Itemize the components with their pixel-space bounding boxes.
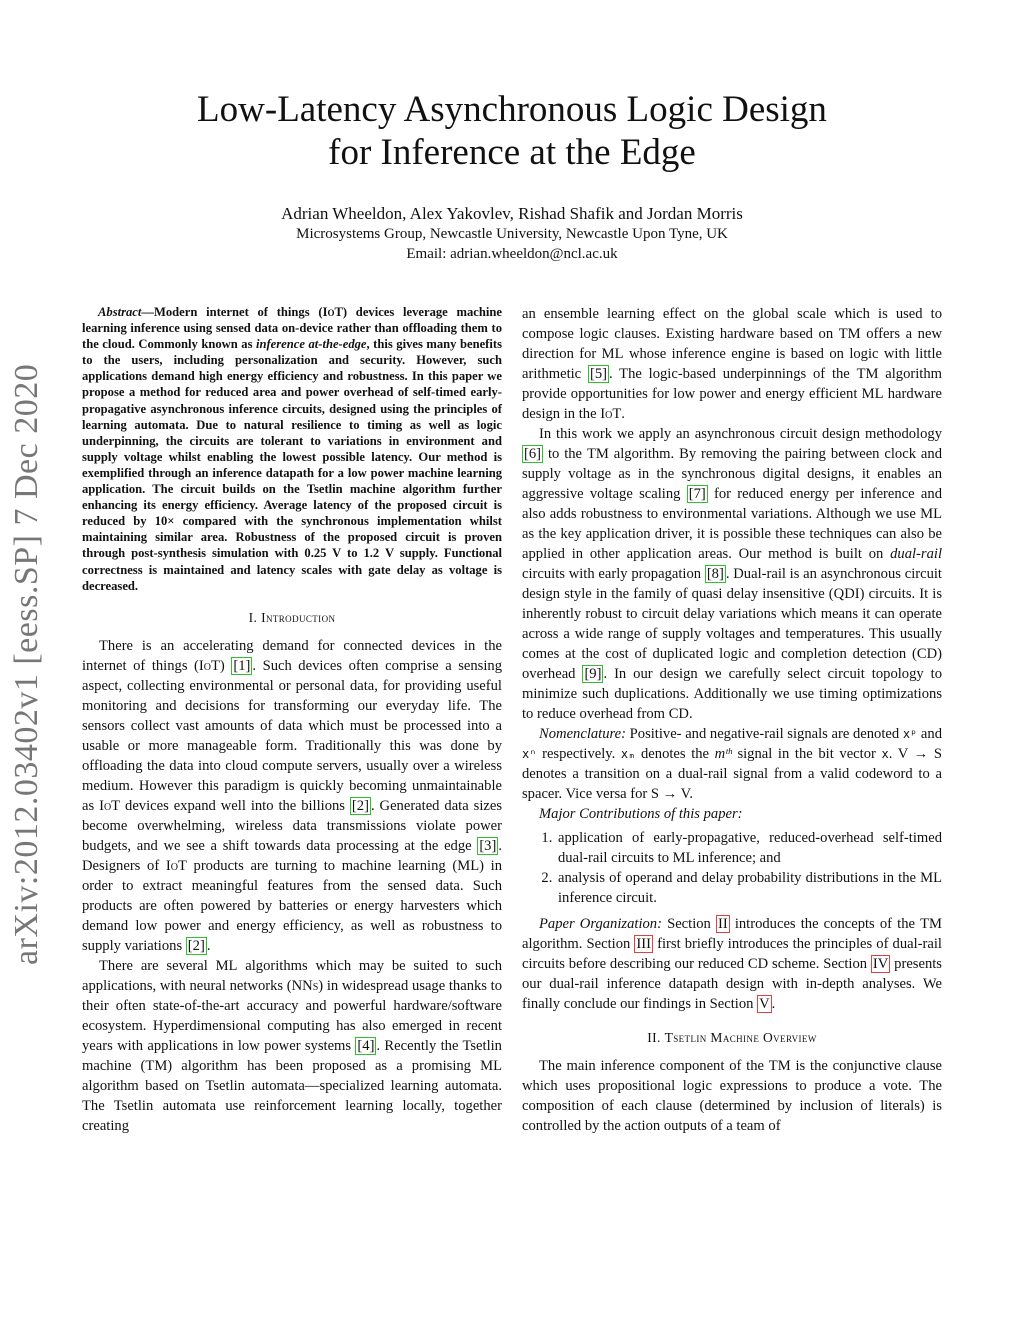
organization-paragraph: Paper Organization: Section II introduces the concepts of the TM algorithm. Section III first briefly introduces the principles of dual-rail circuits before describing our reduced CD scheme. Section IV presents our dual-rail inference datapath design with in-depth analyses. We finally conclude our findings in Section V . [522, 916, 942, 1012]
right-paragraph-1: an ensemble learning effect on the global scale which is used to compose logic clauses. Existing hardware based on TM offers a new direction for ML whose inference engine is based on logic with little arithmetic [5] . The logic-based underpinnings of the TM algorithm provide opportunities for low power and energy efficient ML hardware design in the IoT. [522, 306, 942, 422]
tsetlin-paragraph-1: The main inference component of the TM is the conjunctive clause which uses propositional logic expressions to produce a vote. The composition of each clause (determined by inclusion of literals) is controlled by the action outputs of a team of [522, 1058, 942, 1134]
intro-paragraph-2: There are several ML algorithms which may be suited to such applications, with neural networks (NNs) in widespread usage thanks to their often state-of-the-art accuracy and powerful hardware/software ecosystem. Hyperdimensional computing has also emerged in recent years with applications in low power systems [4] . Recently the Tsetlin machine (TM) algorithm has been proposed as a promising ML algorithm based on Tsetlin automata—specialized learning automata. The Tsetlin automata use reinforcement learning locally, together creating [82, 957, 503, 1134]
citation-link[interactable]: [5] [589, 366, 607, 382]
list-item: 1. application of early-propagative, reduced-overhead self-timed dual-rail circuits to ML inference; and [556, 828, 942, 868]
title-block [82, 88, 942, 264]
citation-link[interactable]: [4] [357, 1037, 375, 1054]
list-item: 2. analysis of operand and delay probability distributions in the ML inference circuit. [556, 868, 942, 908]
contributions-heading: Major Contributions of this paper: [539, 806, 743, 822]
arxiv-stamp: arXiv:2012.03402v1 [eess.SP] 7 Dec 2020 [8, 363, 45, 965]
section-link[interactable]: IV [872, 956, 889, 972]
section-link[interactable]: V [759, 996, 770, 1012]
left-column [82, 304, 502, 1136]
citation-link[interactable]: [9] [584, 666, 602, 682]
contributions-list [522, 828, 942, 908]
email: Email: adrian.wheeldon@ncl.ac.uk [406, 246, 618, 262]
section-link[interactable]: II [717, 916, 728, 932]
citation-link[interactable]: [1] [233, 657, 251, 674]
section-heading-introduction: I. Introduction [248, 609, 336, 625]
right-column [522, 304, 942, 1136]
citation-link[interactable]: [6] [524, 446, 542, 462]
citation-link[interactable]: [2] [187, 937, 205, 954]
section-link[interactable]: III [636, 936, 651, 952]
abstract: Abstract—Modern internet of things (IoT) devices leverage machine learning inference using sensed data on-device rather than offloading them to the cloud. Commonly known as inference at-the-edge, this gives many benefits to the users, including personalization and security. However, such applications demand high energy efficiency and robustness. In this paper we propose a method for reduced area and power overhead of self-timed early-propagative asynchronous inference circuits, designed using the principles of learning automata. Due to natural resilience to timing as well as logic underpinning, the circuits are tolerant to variations in environment and supply voltage whilst enabling the lowest possible latency. Our method is exemplified through an inference datapath for a low power machine learning application. The circuit builds on the Tsetlin machine algorithm further enhancing its energy efficiency. Average latency of the proposed circuit is reduced by 10× compared with the synchronous implementation whilst maintaining similar area. Robustness of the proposed circuit is proven through post-synthesis simulation with 0.25 V to 1.2 V supply. Functional correctness is maintained and latency scales with gate delay as voltage is decreased. [82, 305, 502, 593]
intro-paragraph-1: There is an accelerating demand for connected devices in the internet of things (IoT) [1] . Such devices often comprise a sensing aspect, collecting environmental or personal data, for providing useful monitoring and decisions for transforming our everyday life. The sensors collect vast amounts of data which must be processed into a usable or more manageable form. Traditionally this was done by offloading the data into cloud compute servers, usually over a wireless medium. However this paradigm is quickly becoming unmaintainable as IoT devices expand well into the billions [2] . Generated data sizes become overwhelming, wireless data transmissions violate power budgets, and we see a shift towards data processing at the edge [3] . Designers of IoT products are turning to machine learning (ML) in order to extract meaningful features from the sensed data. Such products are often powered by batteries or energy harvesters which demand low power and energy efficiency, as well as robustness to supply variations [2] . [82, 637, 503, 954]
section-heading-tsetlin: II. Tsetlin Machine Overview [647, 1030, 817, 1045]
right-paragraph-2: In this work we apply an asynchronous circuit design methodology [6] to the TM algorithm. By removing the pairing between clock and supply voltage as in the synchronous digital designs, it enables an aggressive voltage scaling [7] for reduced energy per inference and also adds robustness to environmental variations. Although we use ML as the key application driver, it is possible these techniques can also be applied in other application areas. Our method is built on dual-rail circuits with early propagation [8] . Dual-rail is an asynchronous circuit design style in the family of quasi delay insensitive (QDI) circuits. It is inherently robust to circuit delay variations which means it can operate across a wide range of supply voltages and temperatures. This usually comes at the cost of duplicated logic and completion detection (CD) overhead [9] . In our design we carefully select circuit topology to minimize such duplications. Additionally we use timing optimizations to reduce overhead from CD. [522, 426, 943, 722]
nomenclature-paragraph: Nomenclature: Positive- and negative-rail signals are denoted xᵖ and xⁿ respectively. xₘ denotes the mᵗʰ signal in the bit vector x. V → S denotes a transition on a dual-rail signal from a valid codeword to a spacer. Vice versa for S → V. [522, 726, 942, 802]
affiliation: Microsystems Group, Newcastle University, Newcastle Upon Tyne, UK [296, 226, 728, 242]
citation-link[interactable]: [8] [706, 566, 724, 582]
paper-title: Low-Latency Asynchronous Logic Design for Inference at the Edge [197, 89, 827, 173]
citation-link[interactable]: [7] [688, 486, 706, 502]
authors: Adrian Wheeldon, Alex Yakovlev, Rishad Shafik and Jordan Morris [281, 204, 743, 223]
citation-link[interactable]: [3] [479, 837, 497, 854]
citation-link[interactable]: [2] [351, 797, 369, 814]
